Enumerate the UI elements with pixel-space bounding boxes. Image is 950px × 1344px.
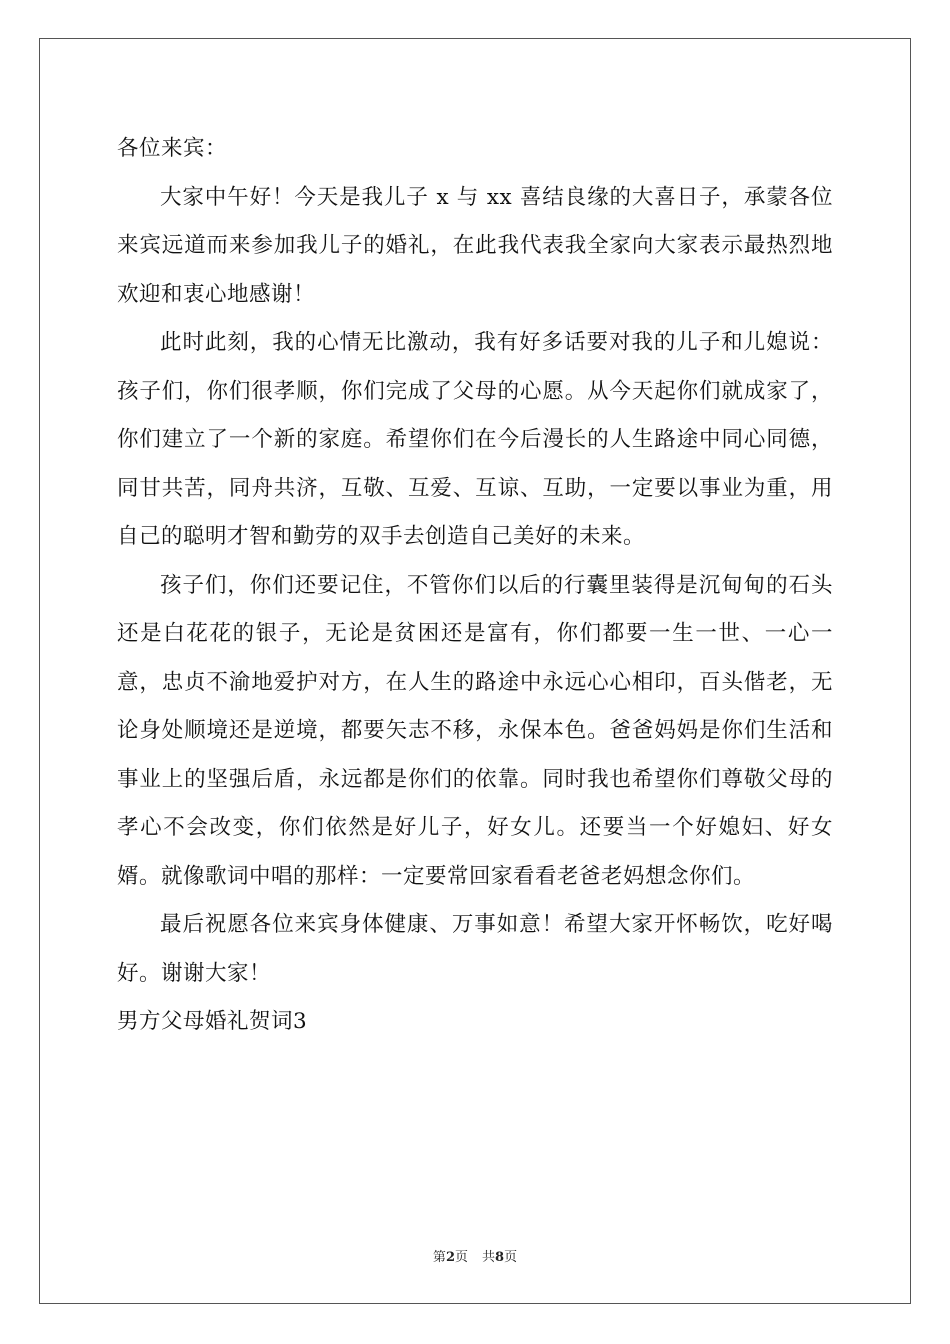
paragraph-1: 大家中午好！今天是我儿子 x 与 xx 喜结良缘的大喜日子，承蒙各位来宾远道而来参加我儿子的婚礼，在此我代表我全家向大家表示最热烈地欢迎和衷心地感谢！ (117, 184, 833, 307)
page-prefix: 第 (432, 1250, 446, 1265)
next-section-title: 男方父母婚礼贺词3 (117, 1009, 308, 1034)
paragraph-4: 最后祝愿各位来宾身体健康、万事如意！希望大家开怀畅饮，吃好喝好。谢谢大家！ (117, 912, 833, 986)
page-footer (0, 1246, 950, 1265)
document-body (117, 125, 833, 1047)
paragraph-2: 此时此刻，我的心情无比激动，我有好多话要对我的儿子和儿媳说：孩子们，你们很孝顺，你们完成了父母的心愿。从今天起你们就成家了，你们建立了一个新的家庭。希望你们在今后漫长的人生路途中同心同德，同甘共苦，同舟共济，互敬、互爱、互谅、互助，一定要以事业为重，用自己的聪明才智和勤劳的双手去创造自己美好的未来。 (117, 330, 833, 549)
salutation: 各位来宾： (117, 136, 228, 161)
total-suffix: 页 (504, 1250, 518, 1265)
paragraph-3: 孩子们，你们还要记住，不管你们以后的行囊里装得是沉甸甸的石头还是白花花的银子，无论是贫困还是富有，你们都要一生一世、一心一意，忠贞不渝地爱护对方，在人生的路途中永远心心相印，百头偕老，无论身处顺境还是逆境，都要矢志不移，永保本色。爸爸妈妈是你们生活和事业上的坚强后盾，永远都是你们的依靠。同时我也希望你们尊敬父母的孝心不会改变，你们依然是好儿子，好女儿。还要当一个好媳妇、好女婿。就像歌词中唱的那样：一定要常回家看看老爸老妈想念你们。 (117, 572, 833, 889)
page-number: 2 (445, 1250, 455, 1265)
total-prefix: 共 (482, 1250, 496, 1265)
page-suffix: 页 (454, 1250, 468, 1265)
total-pages: 8 (495, 1250, 505, 1265)
